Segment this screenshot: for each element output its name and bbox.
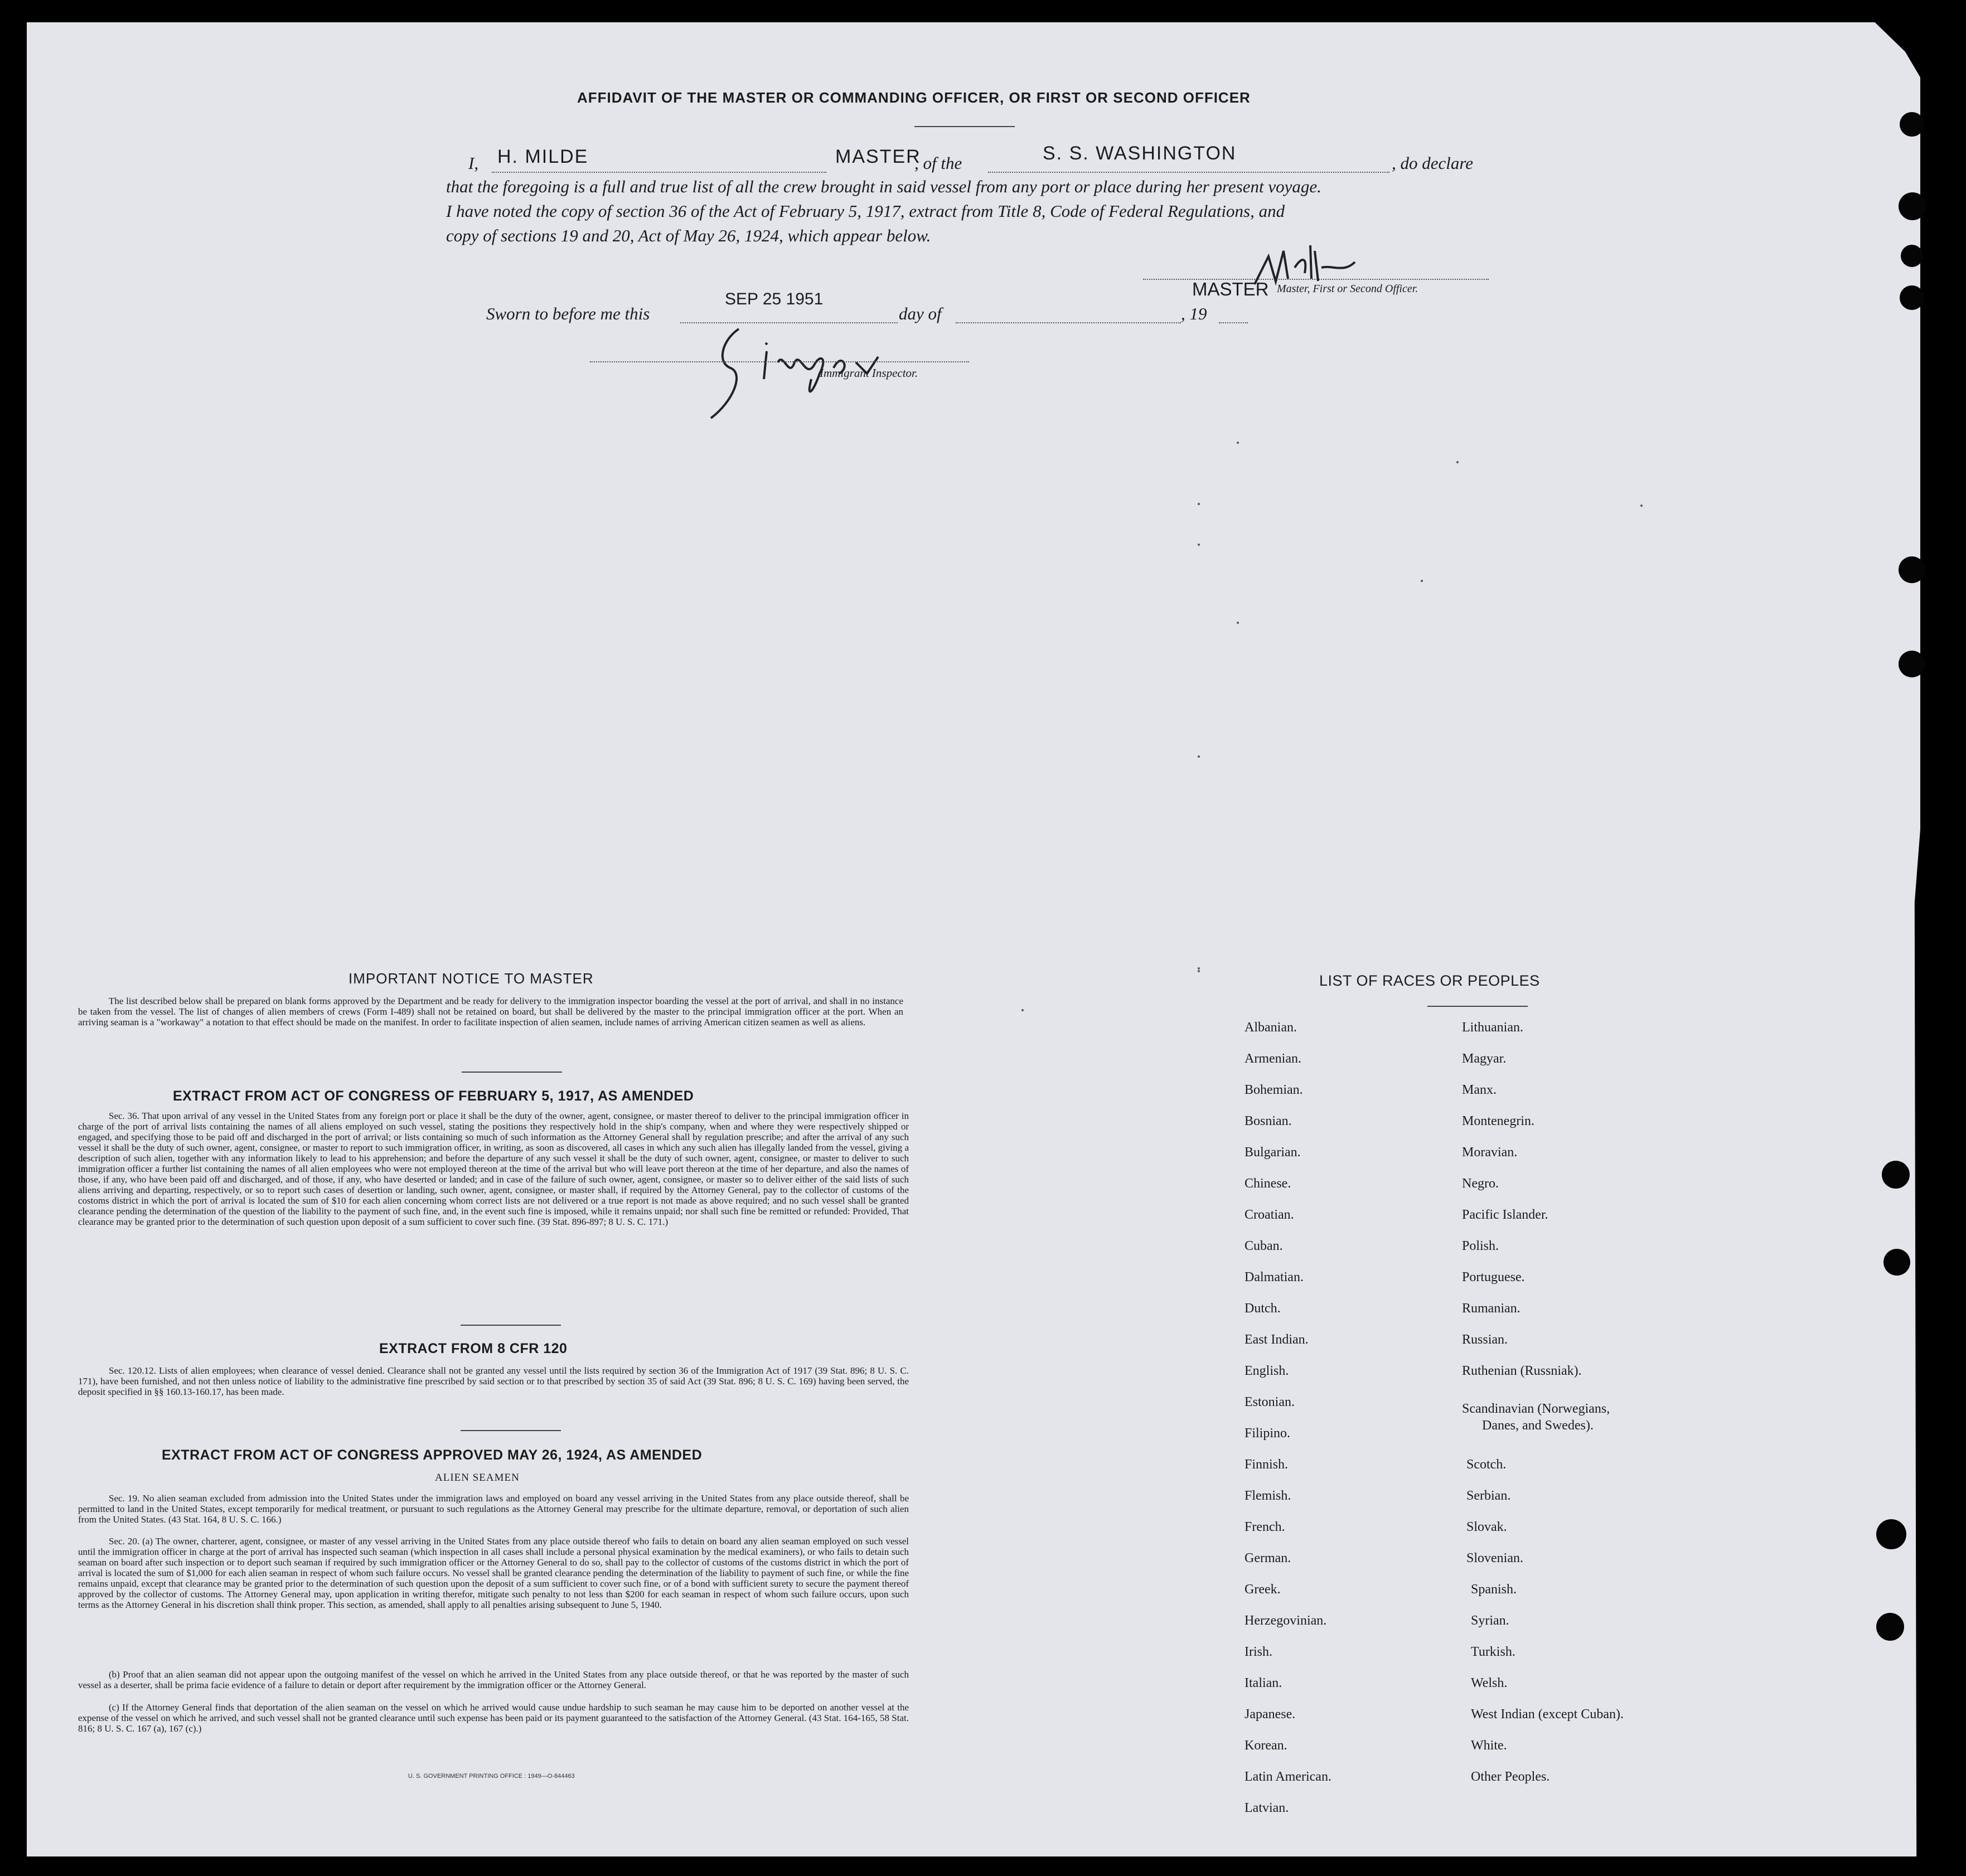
punch-hole (1876, 1519, 1906, 1549)
race-item: Albanian. (1245, 1020, 1297, 1035)
race-item: German. (1245, 1551, 1291, 1565)
race-item: West Indian (except Cuban). (1471, 1707, 1624, 1722)
sworn-date-stamp: SEP 25 1951 (725, 290, 824, 308)
extract-cfr-text: Sec. 120.12. Lists of alien employees; when clearance of vessel denied. Clearance shall not be granted any vessel until the lists required by section 36 of the Immigration Act of 1917 (39 Stat. 896; 8 U. S. C. 171), have been furnished, and not then unless notice of liability to the administrative fine prescribed by said section or to that prescribed by section 35 of said Act (39 Stat. 896; 8 U. S. C. 169) having been served, the deposit specified in §§ 160.13-160.17, has been made. (78, 1365, 909, 1397)
punch-hole (1883, 1249, 1910, 1276)
punch-hole (1876, 1613, 1904, 1641)
notice-title: IMPORTANT NOTICE TO MASTER (348, 970, 594, 987)
race-item: Negro. (1462, 1176, 1499, 1191)
punch-hole (1882, 1161, 1910, 1189)
punch-hole (1899, 651, 1925, 677)
race-item: Bohemian. (1245, 1083, 1303, 1097)
extract-1924-sec20c: (c) If the Attorney General finds that deportation of the alien seaman on the vessel on which he arrived would cause undue hardship to such seaman he may cause him to be deported on another vessel at the expense of the vessel on which he arrived, and such vessel shall not be granted clearance until such expense has been paid or its payment guaranteed to the satisfaction of the Attorney General. (43 Stat. 164-165, 58 Stat. 816; 8 U. S. C. 167 (a), 167 (c).) (78, 1702, 909, 1734)
extract-1924-subtitle: ALIEN SEAMEN (435, 1472, 520, 1484)
race-item: Turkish. (1471, 1645, 1515, 1659)
month-blank (956, 322, 1181, 323)
race-item: French. (1245, 1520, 1285, 1534)
race-item: Rumanian. (1462, 1301, 1520, 1316)
race-item: Moravian. (1462, 1145, 1518, 1160)
race-item: Finnish. (1245, 1457, 1289, 1472)
extract-1917-title: EXTRACT FROM ACT OF CONGRESS OF FEBRUARY 5, 1917, AS AMENDED (173, 1088, 694, 1104)
extract-1917-divider (461, 1325, 561, 1326)
declaration-line-3: I have noted the copy of section 36 of the Act of February 5, 1917, extract from Title 8, Code of Federal Regulations, and (446, 201, 1285, 221)
declaration-line-4: copy of sections 19 and 20, Act of May 26, 1924, which appear below. (446, 226, 931, 245)
race-item: Scotch. (1466, 1457, 1507, 1472)
race-item: White. (1471, 1738, 1507, 1753)
do-declare-label: , do declare (1392, 153, 1474, 173)
inspector-caption: Immigrant Inspector. (820, 366, 918, 380)
race-item: Latin American. (1245, 1770, 1331, 1784)
race-item: Russian. (1462, 1332, 1508, 1347)
extract-cfr-title: EXTRACT FROM 8 CFR 120 (379, 1341, 568, 1356)
race-item: Greek. (1245, 1582, 1281, 1597)
punch-hole (1900, 112, 1924, 137)
race-item: Latvian. (1245, 1801, 1289, 1815)
punch-hole (1901, 245, 1923, 267)
inspector-signature-line (590, 361, 969, 362)
race-item: Bulgarian. (1245, 1145, 1301, 1160)
extract-1917-text: Sec. 36. That upon arrival of any vessel in the United States from any foreign port or place it shall be the duty of the owner, agent, consignee, or master thereof to deliver to the principal immigration officer in charge of the port of arrival lists containing the names of all aliens employed on such vessel, stating the positions they respectively hold in the ship's company, when and where they were respectively shipped or engaged, and specifying those to be paid off and discharged in the port of arrival; or lists containing so much of such information as the Attorney General shall by regulation prescribe; and after the arrival of any such vessel it shall be the duty of such owner, agent, consignee, or master to report to such immigration officer, in writing, as soon as discovered, all cases in which any such alien has illegally landed from the vessel, giving a description of such alien, together with any information likely to lead to his apprehension; and before the departure of any such vessel it shall be the duty of such owner, agent, consignee, or master to deliver to such immigration officer a further list containing the names of all alien employees who were not employed thereon at the time of the arrival but who will leave port thereon at the time of her departure, and also the names of those, if any, who have been paid off and discharged, and of those, if any, who have deserted or landed; and in case of the failure of such owner, agent, consignee, or master so to deliver either of the said lists of such aliens arriving and departing, respectively, or so to report such cases of desertion or landing, such owner, agent, consignee, or master shall, if required by the Attorney General, pay to the collector of customs of the costoms district in which the port of arrival is located the sum of $10 for each alien concerning whom correct lists are not delivered or a true report is not made as above required; and no such vessel shall be granted clearance pending the determination of the question of the liability to the payment of such fine, and, in the event such fine is imposed, while it remains unpaid; nor shall such fine be remitted or refunded: Provided, That clearance may be granted prior to the determination of such question upon deposit of a sum sufficient to cover such fine. (39 Stat. 896-897; 8 U. S. C. 171.) (78, 1111, 909, 1227)
title-underline (914, 126, 1015, 127)
race-item: Cuban. (1245, 1239, 1283, 1253)
race-item: Manx. (1462, 1083, 1497, 1097)
race-item: Croatian. (1245, 1208, 1294, 1222)
printer-imprint: U. S. GOVERNMENT PRINTING OFFICE : 1949—O-844463 (408, 1773, 575, 1780)
race-item: Bosnian. (1245, 1114, 1292, 1128)
name-blank (492, 172, 826, 173)
race-item: Slovenian. (1466, 1551, 1523, 1565)
race-item: Estonian. (1245, 1395, 1295, 1409)
race-item: Dalmatian. (1245, 1270, 1304, 1284)
punch-hole (1899, 192, 1926, 220)
race-item: Filipino. (1245, 1426, 1291, 1441)
race-item: Korean. (1245, 1738, 1287, 1753)
sworn-label: Sworn to before me this (486, 304, 650, 323)
race-item: Slovak. (1466, 1520, 1507, 1534)
declaration-line-2: that the foregoing is a full and true list of all the crew brought in said vessel from any port or place during her present voyage. (446, 177, 1321, 196)
extract-cfr-divider (461, 1430, 561, 1431)
race-item: Lithuanian. (1462, 1020, 1523, 1035)
race-item: Japanese. (1245, 1707, 1296, 1722)
race-item: English. (1245, 1364, 1289, 1378)
race-item: Flemish. (1245, 1489, 1291, 1503)
race-item: Welsh. (1471, 1676, 1508, 1690)
master-name: H. MILDE (497, 146, 589, 167)
punch-hole (1899, 556, 1925, 583)
race-item: Syrian. (1471, 1613, 1509, 1628)
vessel-blank (988, 172, 1389, 173)
notice-divider (462, 1072, 562, 1073)
year-prefix: , 19 (1181, 304, 1207, 323)
race-item: Danes, and Swedes). (1482, 1418, 1594, 1433)
vessel-name: S. S. WASHINGTON (1043, 143, 1237, 164)
extract-1924-sec19: Sec. 19. No alien seaman excluded from admission into the United States under the immigration laws and employed on board any vessel arriving in the United States from any place outside thereof, shall be permitted to land in the United States, except temporarily for medical treatment, or pursuant to such regulations as the Attorney General may prescribe for the ultimate departure, removal, or deportation of such alien from the United States. (43 Stat. 164, 8 U. S. C. 166.) (78, 1493, 909, 1525)
race-item: Italian. (1245, 1676, 1282, 1690)
race-item: Armenian. (1245, 1051, 1301, 1066)
race-item: Chinese. (1245, 1176, 1291, 1191)
races-title: LIST OF RACES OR PEOPLES (1319, 972, 1540, 989)
signer-caption: Master, First or Second Officer. (1277, 283, 1418, 295)
race-item: Montenegrin. (1462, 1114, 1534, 1128)
notice-text: The list described below shall be prepared on blank forms approved by the Department and be ready for delivery to the immigration inspector boarding the vessel at the port of arrival, and shall in no instance be taken from the vessel. The list of changes of alien members of crews (Form I-489) shall not be retained on board, but shall be delivered by the master to the principal immigration officer at the port. When an arriving seaman is a "workaway" a notation to that effect should be made on the manifest. In order to facilitate inspection of alien seamen, include names of arriving American citizen seamen as well as aliens. (78, 996, 903, 1027)
signer-rank-stamp: MASTER (1192, 279, 1269, 299)
race-item: Ruthenian (Russniak). (1462, 1364, 1582, 1378)
extract-1924-sec20a: Sec. 20. (a) The owner, charterer, agent, consignee, or master of any vessel arriving in the United States from any place outside thereof who fails to detain on board any alien seaman employed on such vessel until the immigration officer in charge at the port of arrival has inspected such seaman (which inspection in all cases shall include a personal physical examination by the medical examiners), or who fails to detain such seaman on board after such inspection or to deport such seaman if required by such immigration officer or the Attorney General to do so, shall pay to the collector of customs of the customs district in which the port of arrival is located the sum of $1,000 for each alien seaman in respect of whom such failure occurs. No vessel shall be granted clearance pending the determination of the liability to payment of such fine, or while the fine remains unpaid, except that clearance may be granted prior to the determination of such question upon the deposit of a sum sufficient to cover such fine, or of a bond with sufficient surety to secure the payment thereof approved by the collector of customs. The Attorney General may, upon application in writing therefor, mitigate such penalty to not less than $200 for each seaman in respect of whom such failure occurs, upon such terms as the Attorney General in his discretion shall think proper. This section, as amended, shall apply to all penalties arising subsequent to June 5, 1940. (78, 1536, 909, 1610)
affidavit-title: AFFIDAVIT OF THE MASTER OR COMMANDING OFFICER, OR FIRST OR SECOND OFFICER (577, 89, 1251, 106)
extract-1924-sec20b: (b) Proof that an alien seaman did not appear upon the outgoing manifest of the vessel on which he arrived in the United States from any place outside thereof, or that he was reported by the master of such vessel as a deserter, shall be prima facie evidence of a failure to detain or deport after requirement by the immigration officer or the Attorney General. (78, 1669, 909, 1690)
of-the-label: , of the (914, 153, 962, 173)
year-blank (1219, 322, 1248, 323)
race-item: Spanish. (1471, 1582, 1517, 1597)
race-item: Portuguese. (1462, 1270, 1525, 1284)
race-item: Pacific Islander. (1462, 1208, 1548, 1222)
extract-1924-title: EXTRACT FROM ACT OF CONGRESS APPROVED MAY 26, 1924, AS AMENDED (162, 1447, 703, 1463)
race-item: Serbian. (1466, 1489, 1511, 1503)
race-item: Magyar. (1462, 1051, 1507, 1066)
race-item: Polish. (1462, 1239, 1499, 1253)
day-of-label: day of (899, 304, 942, 323)
race-item: Dutch. (1245, 1301, 1281, 1316)
race-item: Scandinavian (Norwegians, (1462, 1402, 1610, 1416)
master-rank: MASTER (835, 146, 921, 167)
races-divider (1427, 1006, 1528, 1007)
race-item: Irish. (1245, 1645, 1272, 1659)
race-item: Herzegovinian. (1245, 1613, 1327, 1628)
declaration-i: I, (468, 153, 479, 173)
punch-hole (1900, 285, 1924, 310)
race-item: Other Peoples. (1471, 1770, 1550, 1784)
race-item: East Indian. (1245, 1332, 1309, 1347)
